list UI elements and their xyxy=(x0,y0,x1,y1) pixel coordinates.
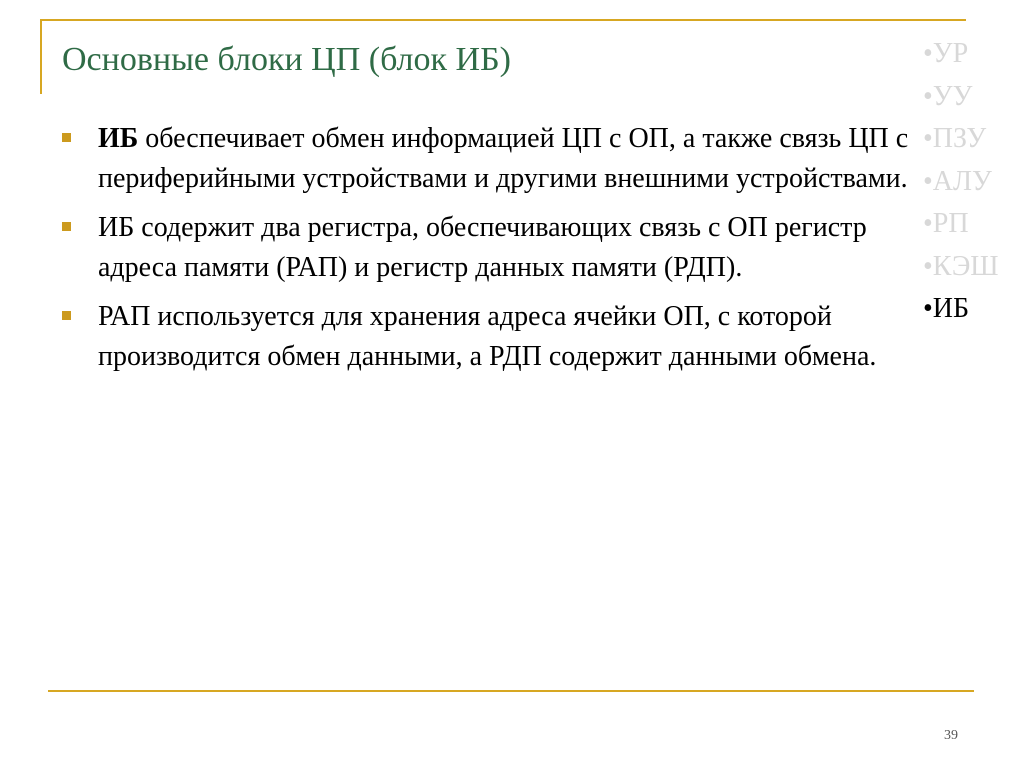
bullet-text: РАП используется для хранения адреса ячейки ОП, с которой производится обмен данными, а РДП содержит данными обмена. xyxy=(98,301,877,372)
bullet-bold-term: ИБ xyxy=(98,123,139,154)
topic-nav-item-ur: •УР xyxy=(923,38,969,69)
topic-nav-list xyxy=(923,33,999,331)
bullet-text: ИБ содержит два регистра, обеспечивающих связь с ОП регистр адреса памяти (РАП) и регистр данных памяти (РДП). xyxy=(98,212,867,283)
topic-nav-item-rp: •РП xyxy=(923,208,969,239)
square-bullet-icon xyxy=(62,222,71,231)
frame-top-line xyxy=(40,19,966,21)
topic-nav-item-alu: •АЛУ xyxy=(923,165,992,197)
slide-title: Основные блоки ЦП (блок ИБ) xyxy=(62,41,511,78)
bullet-text: обеспечивает обмен информацией ЦП с ОП, а также связь ЦП с периферийными устройствами и другими внешними устройствами. xyxy=(98,123,909,194)
footer-divider-line xyxy=(48,690,974,692)
bullet-item-3 xyxy=(62,297,912,377)
bullet-item-2 xyxy=(62,208,912,288)
topic-nav-item-ib-active: •ИБ xyxy=(923,293,970,324)
content-bullet-list xyxy=(62,119,912,386)
square-bullet-icon xyxy=(62,133,71,142)
bullet-item-1 xyxy=(62,119,912,199)
frame-left-line xyxy=(40,19,42,94)
topic-nav-item-pzu: •ПЗУ xyxy=(923,123,987,154)
topic-nav-item-uu: •УУ xyxy=(923,80,973,112)
topic-nav-item-kesh: •КЭШ xyxy=(923,250,999,282)
square-bullet-icon xyxy=(62,311,71,320)
page-number: 39 xyxy=(944,728,958,743)
